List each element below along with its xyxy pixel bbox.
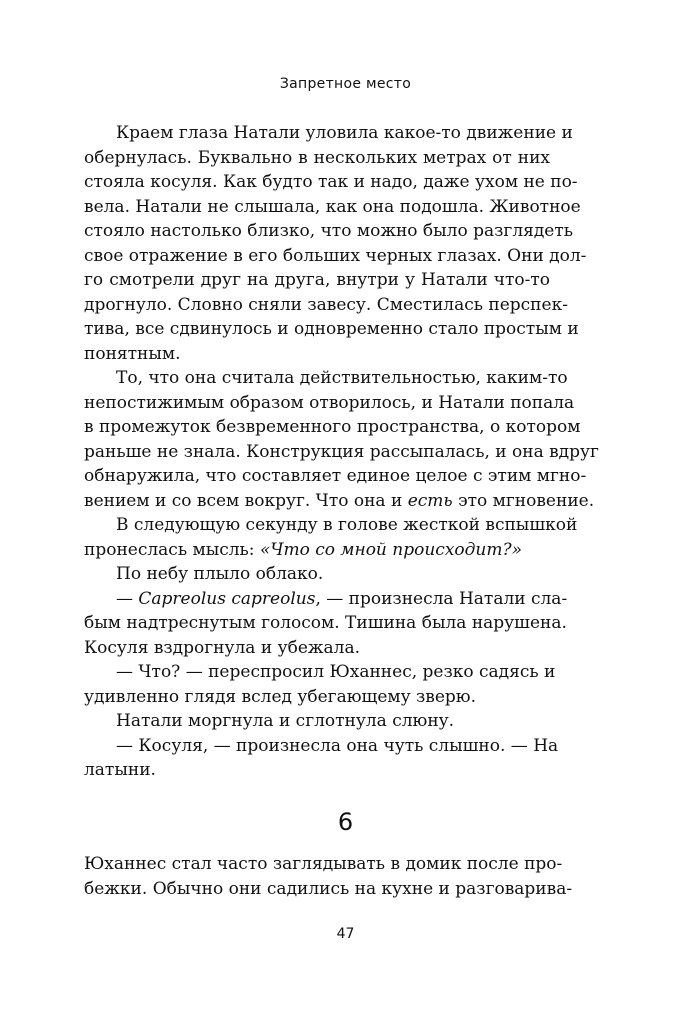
text-line: бым надтреснутым голосом. Тишина была нарушена.	[84, 613, 567, 633]
main-text-block	[84, 121, 599, 783]
text-line: стояло настолько близко, что можно было разглядеть	[84, 221, 574, 241]
text-line: Краем глаза Натали уловила какое-то движение и	[116, 123, 573, 143]
text-line: Натали моргнула и сглотнула слюну.	[116, 711, 455, 731]
running-head: Запретное место	[279, 76, 412, 92]
text-line: в промежуток безвременного пространства, о котором	[84, 417, 581, 437]
text-line: В следующую секунду в голове жесткой вспышкой	[116, 515, 578, 535]
text-fragment: это мгновение.	[452, 490, 595, 511]
chapter-number: 6	[337, 808, 354, 836]
italic-thought: «Что со мной происходит?»	[259, 539, 522, 560]
text-line: бежки. Обычно они садились на кухне и разговарива-	[84, 878, 573, 899]
text-line: свое отражение в его больших черных глазах. Они дол-	[84, 245, 587, 266]
emphasized-word: есть	[407, 490, 453, 511]
text-line	[84, 489, 595, 514]
text-line: стояла косуля. Как будто так и надо, даже ухом не по-	[84, 172, 578, 192]
text-line: Юханнес стал часто заглядывать в домик после про-	[84, 854, 563, 874]
text-line	[84, 538, 550, 563]
text-fragment: , — произнесла Натали сла-	[315, 588, 568, 609]
text-line	[84, 587, 568, 612]
text-line: обернулась. Буквально в нескольких метрах от них	[84, 147, 550, 168]
text-line: дрогнуло. Словно сняли завесу. Сместилась перспек-	[84, 294, 568, 315]
text-line: тива, все сдвинулось и одновременно стало простым и	[84, 319, 579, 339]
text-line: раньше не знала. Конструкция рассыпалась, и она вдруг	[84, 441, 599, 462]
text-line: То, что она считала действительностью, каким-то	[116, 368, 568, 388]
text-line: го смотрели друг на друга, внутри у Натали что-то	[84, 270, 550, 290]
text-line: обнаружила, что составляет единое целое с этим мгно-	[84, 466, 587, 486]
text-line: По небу плыло облако.	[116, 564, 324, 584]
text-fragment: пронеслась мысль:	[84, 539, 260, 560]
text-fragment: вением и со всем вокруг. Что она и	[84, 490, 408, 511]
text-line: понятным.	[84, 343, 181, 364]
text-line: Косуля вздрогнула и убежала.	[84, 637, 360, 658]
text-line: латыни.	[84, 760, 156, 780]
text-line: — Косуля, — произнесла она чуть слышно. — На	[116, 735, 559, 756]
text-line: непостижимым образом отворилось, и Натали попала	[84, 392, 575, 413]
latin-name: Capreolus capreolus	[138, 588, 316, 609]
text-line: удивленно глядя вслед убегающему зверю.	[84, 686, 477, 707]
text-line: вела. Натали не слышала, как она подошла. Животное	[84, 196, 581, 217]
text-line: — Что? — переспросил Юханнес, резко садясь и	[116, 662, 556, 682]
chapter-text-block	[84, 852, 573, 901]
text-fragment: —	[116, 588, 139, 609]
page-number: 47	[336, 926, 355, 942]
